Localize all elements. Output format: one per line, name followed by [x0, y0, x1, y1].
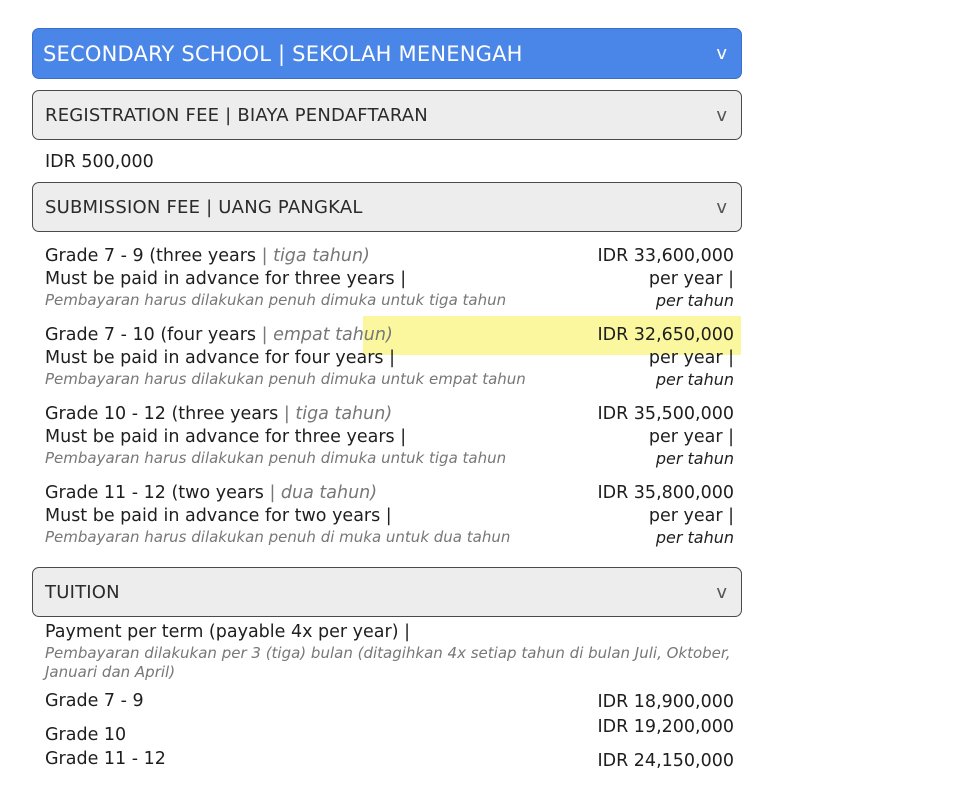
tuition-grade: Grade 11 - 12	[45, 749, 166, 769]
tuition-note-id: Pembayaran dilakukan per 3 (tiga) bulan (ditagihkan 4x setiap tahun di bulan Juli, Oktober, Januari dan April)	[45, 644, 731, 681]
submission-note: Must be paid in advance for three years |	[45, 269, 407, 289]
submission-grade: Grade 10 - 12 (three years | tiga tahun)	[45, 404, 393, 424]
tuition-price: IDR 18,900,000	[597, 692, 734, 712]
submission-price: IDR 35,500,000	[597, 404, 734, 424]
secondary-school-accordion[interactable]	[32, 28, 742, 79]
submission-per-year: per year |	[648, 427, 734, 447]
accordion-title: SECONDARY SCHOOL | SEKOLAH MENENGAH	[43, 41, 523, 66]
submission-fee-accordion[interactable]	[32, 182, 742, 232]
submission-grade: Grade 11 - 12 (two years | dua tahun)	[45, 483, 378, 503]
submission-per-tahun: per tahun	[655, 528, 734, 547]
submission-note-id: Pembayaran harus dilakukan penuh dimuka untuk tiga tahun	[45, 449, 507, 467]
submission-note: Must be paid in advance for four years |	[45, 348, 395, 368]
submission-per-year: per year |	[648, 348, 734, 368]
tuition-price: IDR 24,150,000	[597, 751, 734, 771]
tuition-grade: Grade 7 - 9	[45, 691, 144, 711]
accordion-title: SUBMISSION FEE | UANG PANGKAL	[45, 196, 363, 218]
chevron-down-icon: v	[716, 43, 727, 64]
submission-price: IDR 35,800,000	[597, 483, 734, 503]
submission-per-year: per year |	[648, 506, 734, 526]
submission-note-id: Pembayaran harus dilakukan penuh dimuka untuk empat tahun	[45, 370, 526, 388]
tuition-price: IDR 19,200,000	[597, 717, 734, 737]
registration-fee-accordion[interactable]	[32, 90, 742, 140]
submission-per-tahun: per tahun	[655, 291, 734, 310]
chevron-down-icon: v	[716, 196, 727, 218]
chevron-down-icon: v	[716, 104, 727, 126]
submission-price: IDR 32,650,000	[597, 325, 734, 345]
submission-price: IDR 33,600,000	[597, 246, 734, 266]
chevron-down-icon: v	[716, 581, 727, 603]
registration-fee-amount: IDR 500,000	[45, 152, 154, 172]
submission-grade: Grade 7 - 9 (three years | tiga tahun)	[45, 246, 370, 266]
tuition-grade: Grade 10	[45, 725, 127, 745]
submission-note-id: Pembayaran harus dilakukan penuh di muka untuk dua tahun	[45, 528, 511, 546]
accordion-title: REGISTRATION FEE | BIAYA PENDAFTARAN	[45, 104, 428, 126]
tuition-accordion[interactable]	[32, 567, 742, 617]
submission-note: Must be paid in advance for three years |	[45, 427, 407, 447]
submission-note-id: Pembayaran harus dilakukan penuh dimuka untuk tiga tahun	[45, 291, 507, 309]
accordion-title: TUITION	[45, 581, 120, 603]
tuition-note: Payment per term (payable 4x per year) |	[45, 622, 410, 642]
submission-grade: Grade 7 - 10 (four years | empat tahun)	[45, 325, 393, 345]
submission-per-tahun: per tahun	[655, 370, 734, 389]
submission-per-year: per year |	[648, 269, 734, 289]
submission-per-tahun: per tahun	[655, 449, 734, 468]
submission-note: Must be paid in advance for two years |	[45, 506, 392, 526]
